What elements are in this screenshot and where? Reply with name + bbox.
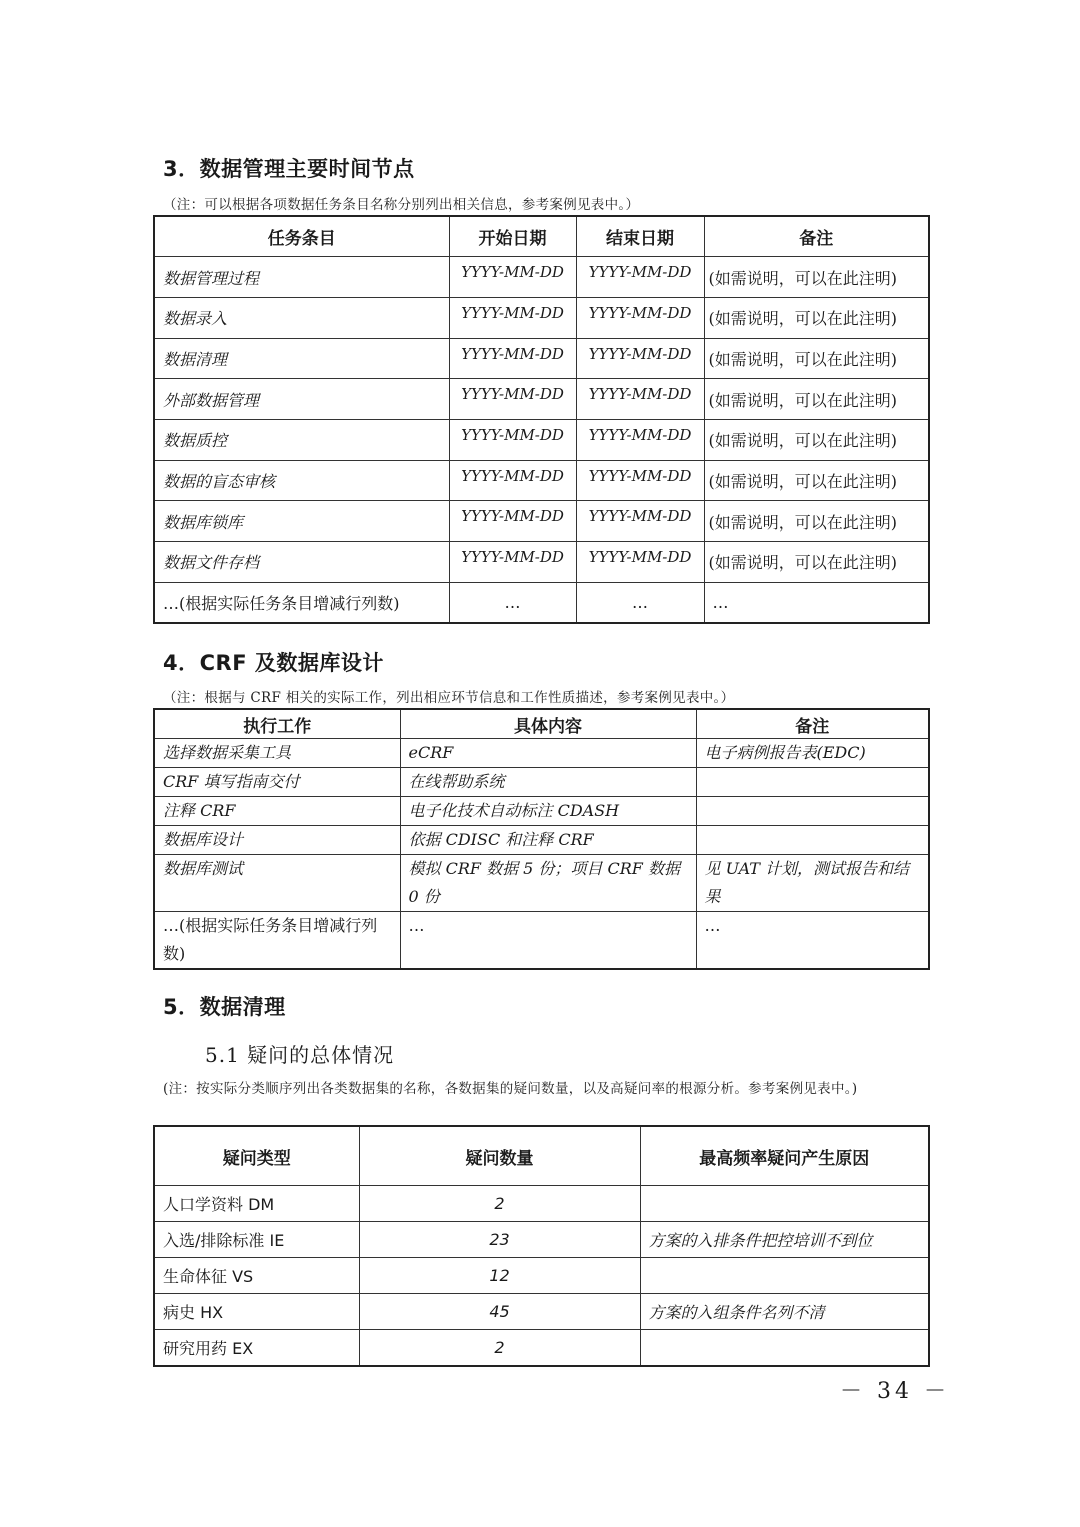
crf-design-table — [153, 708, 930, 970]
table-row — [154, 739, 929, 768]
start-date-cell: YYYY-MM-DD — [449, 501, 576, 542]
section3-note: （注：可以根据各项数据任务条目名称分别列出相关信息，参考案例见表中。） — [163, 197, 640, 213]
query-reason-cell — [640, 1258, 929, 1294]
start-date-cell: … — [449, 582, 576, 623]
query-reason-cell: 方案的入组条件名列不清 — [640, 1294, 929, 1330]
timeline-table — [153, 215, 930, 624]
table-row — [154, 582, 929, 623]
table-row — [154, 338, 929, 379]
start-date-cell: YYYY-MM-DD — [449, 460, 576, 501]
end-date-cell: YYYY-MM-DD — [576, 297, 704, 338]
section4-heading: 4．CRF 及数据库设计 — [163, 651, 384, 675]
table-row — [154, 797, 929, 826]
query-type-cell: 生命体征 VS — [154, 1258, 359, 1294]
query-count-cell: 2 — [359, 1330, 640, 1367]
end-date-cell: YYYY-MM-DD — [576, 379, 704, 420]
content-cell: 在线帮助系统 — [400, 768, 696, 797]
remark-cell: (如需说明，可以在此注明) — [704, 460, 929, 501]
table-row — [154, 1258, 929, 1294]
remark-cell: (如需说明，可以在此注明) — [704, 338, 929, 379]
section5-note: (注：按实际分类顺序列出各类数据集的名称，各数据集的疑问数量，以及高疑问率的根源分析。参考案例见表中。) — [163, 1081, 858, 1097]
start-date-cell: YYYY-MM-DD — [449, 542, 576, 583]
table-header-row — [154, 216, 929, 257]
table-row — [154, 826, 929, 855]
end-date-cell: YYYY-MM-DD — [576, 460, 704, 501]
query-type-cell: 研究用药 EX — [154, 1330, 359, 1367]
task-cell: 数据管理过程 — [154, 257, 449, 298]
header-start-date: 开始日期 — [449, 216, 576, 257]
table-row — [154, 297, 929, 338]
header-remark: 备注 — [704, 216, 929, 257]
task-cell: 数据文件存档 — [154, 542, 449, 583]
end-date-cell: YYYY-MM-DD — [576, 338, 704, 379]
task-cell: 数据质控 — [154, 419, 449, 460]
query-count-cell: 45 — [359, 1294, 640, 1330]
work-cell: 数据库设计 — [154, 826, 400, 855]
task-cell: 数据的盲态审核 — [154, 460, 449, 501]
remark-cell: (如需说明，可以在此注明) — [704, 297, 929, 338]
start-date-cell: YYYY-MM-DD — [449, 257, 576, 298]
work-cell: 注释 CRF — [154, 797, 400, 826]
remark-cell — [696, 768, 929, 797]
table-row — [154, 1186, 929, 1222]
content-cell: 依据 CDISC 和注释 CRF — [400, 826, 696, 855]
task-cell: …(根据实际任务条目增减行列数) — [154, 582, 449, 623]
header-end-date: 结束日期 — [576, 216, 704, 257]
table-header-row — [154, 709, 929, 739]
table-row — [154, 460, 929, 501]
section5-subheading: 5.1 疑问的总体情况 — [205, 1043, 395, 1067]
query-reason-cell — [640, 1186, 929, 1222]
query-count-cell: 2 — [359, 1186, 640, 1222]
remark-cell: (如需说明，可以在此注明) — [704, 257, 929, 298]
work-cell: 选择数据采集工具 — [154, 739, 400, 768]
header-work: 执行工作 — [154, 709, 400, 739]
remark-cell: … — [696, 912, 929, 970]
query-count-cell: 12 — [359, 1258, 640, 1294]
table-row — [154, 501, 929, 542]
end-date-cell: YYYY-MM-DD — [576, 419, 704, 460]
start-date-cell: YYYY-MM-DD — [449, 379, 576, 420]
table-row — [154, 912, 929, 970]
remark-cell: (如需说明，可以在此注明) — [704, 379, 929, 420]
section3-heading: 3．数据管理主要时间节点 — [163, 157, 415, 181]
remark-cell: 见 UAT 计划，测试报告和结果 — [696, 855, 929, 912]
end-date-cell: … — [576, 582, 704, 623]
table-row — [154, 768, 929, 797]
section4-note: （注：根据与 CRF 相关的实际工作，列出相应环节信息和工作性质描述，参考案例见表中。） — [163, 690, 735, 706]
work-cell: …(根据实际任务条目增减行列数) — [154, 912, 400, 970]
task-cell: 外部数据管理 — [154, 379, 449, 420]
table-row — [154, 419, 929, 460]
table-row — [154, 1222, 929, 1258]
query-summary-table — [153, 1125, 930, 1367]
remark-cell: … — [704, 582, 929, 623]
table-row — [154, 1294, 929, 1330]
query-reason-cell — [640, 1330, 929, 1367]
work-cell: CRF 填写指南交付 — [154, 768, 400, 797]
table-row — [154, 379, 929, 420]
query-type-cell: 入选/排除标准 IE — [154, 1222, 359, 1258]
end-date-cell: YYYY-MM-DD — [576, 257, 704, 298]
header-query-count: 疑问数量 — [359, 1126, 640, 1186]
table-row — [154, 257, 929, 298]
start-date-cell: YYYY-MM-DD — [449, 297, 576, 338]
header-task: 任务条目 — [154, 216, 449, 257]
query-reason-cell: 方案的入排条件把控培训不到位 — [640, 1222, 929, 1258]
remark-cell: 电子病例报告表(EDC) — [696, 739, 929, 768]
content-cell: 电子化技术自动标注 CDASH — [400, 797, 696, 826]
remark-cell: (如需说明，可以在此注明) — [704, 501, 929, 542]
end-date-cell: YYYY-MM-DD — [576, 542, 704, 583]
task-cell: 数据库锁库 — [154, 501, 449, 542]
query-type-cell: 人口学资料 DM — [154, 1186, 359, 1222]
start-date-cell: YYYY-MM-DD — [449, 419, 576, 460]
remark-cell — [696, 826, 929, 855]
section5-heading: 5．数据清理 — [163, 995, 286, 1019]
header-query-reason: 最高频率疑问产生原因 — [640, 1126, 929, 1186]
task-cell: 数据录入 — [154, 297, 449, 338]
header-remark: 备注 — [696, 709, 929, 739]
start-date-cell: YYYY-MM-DD — [449, 338, 576, 379]
query-type-cell: 病史 HX — [154, 1294, 359, 1330]
table-row — [154, 1330, 929, 1367]
task-cell: 数据清理 — [154, 338, 449, 379]
content-cell: 模拟 CRF 数据 5 份；项目 CRF 数据 0 份 — [400, 855, 696, 912]
query-count-cell: 23 — [359, 1222, 640, 1258]
work-cell: 数据库测试 — [154, 855, 400, 912]
content-cell: … — [400, 912, 696, 970]
content-cell: eCRF — [400, 739, 696, 768]
remark-cell: (如需说明，可以在此注明) — [704, 419, 929, 460]
table-row — [154, 542, 929, 583]
header-content: 具体内容 — [400, 709, 696, 739]
remark-cell: (如需说明，可以在此注明) — [704, 542, 929, 583]
end-date-cell: YYYY-MM-DD — [576, 501, 704, 542]
table-header-row — [154, 1126, 929, 1186]
table-row — [154, 855, 929, 912]
remark-cell — [696, 797, 929, 826]
header-query-type: 疑问类型 — [154, 1126, 359, 1186]
page-number: － 34 － — [840, 1379, 950, 1404]
